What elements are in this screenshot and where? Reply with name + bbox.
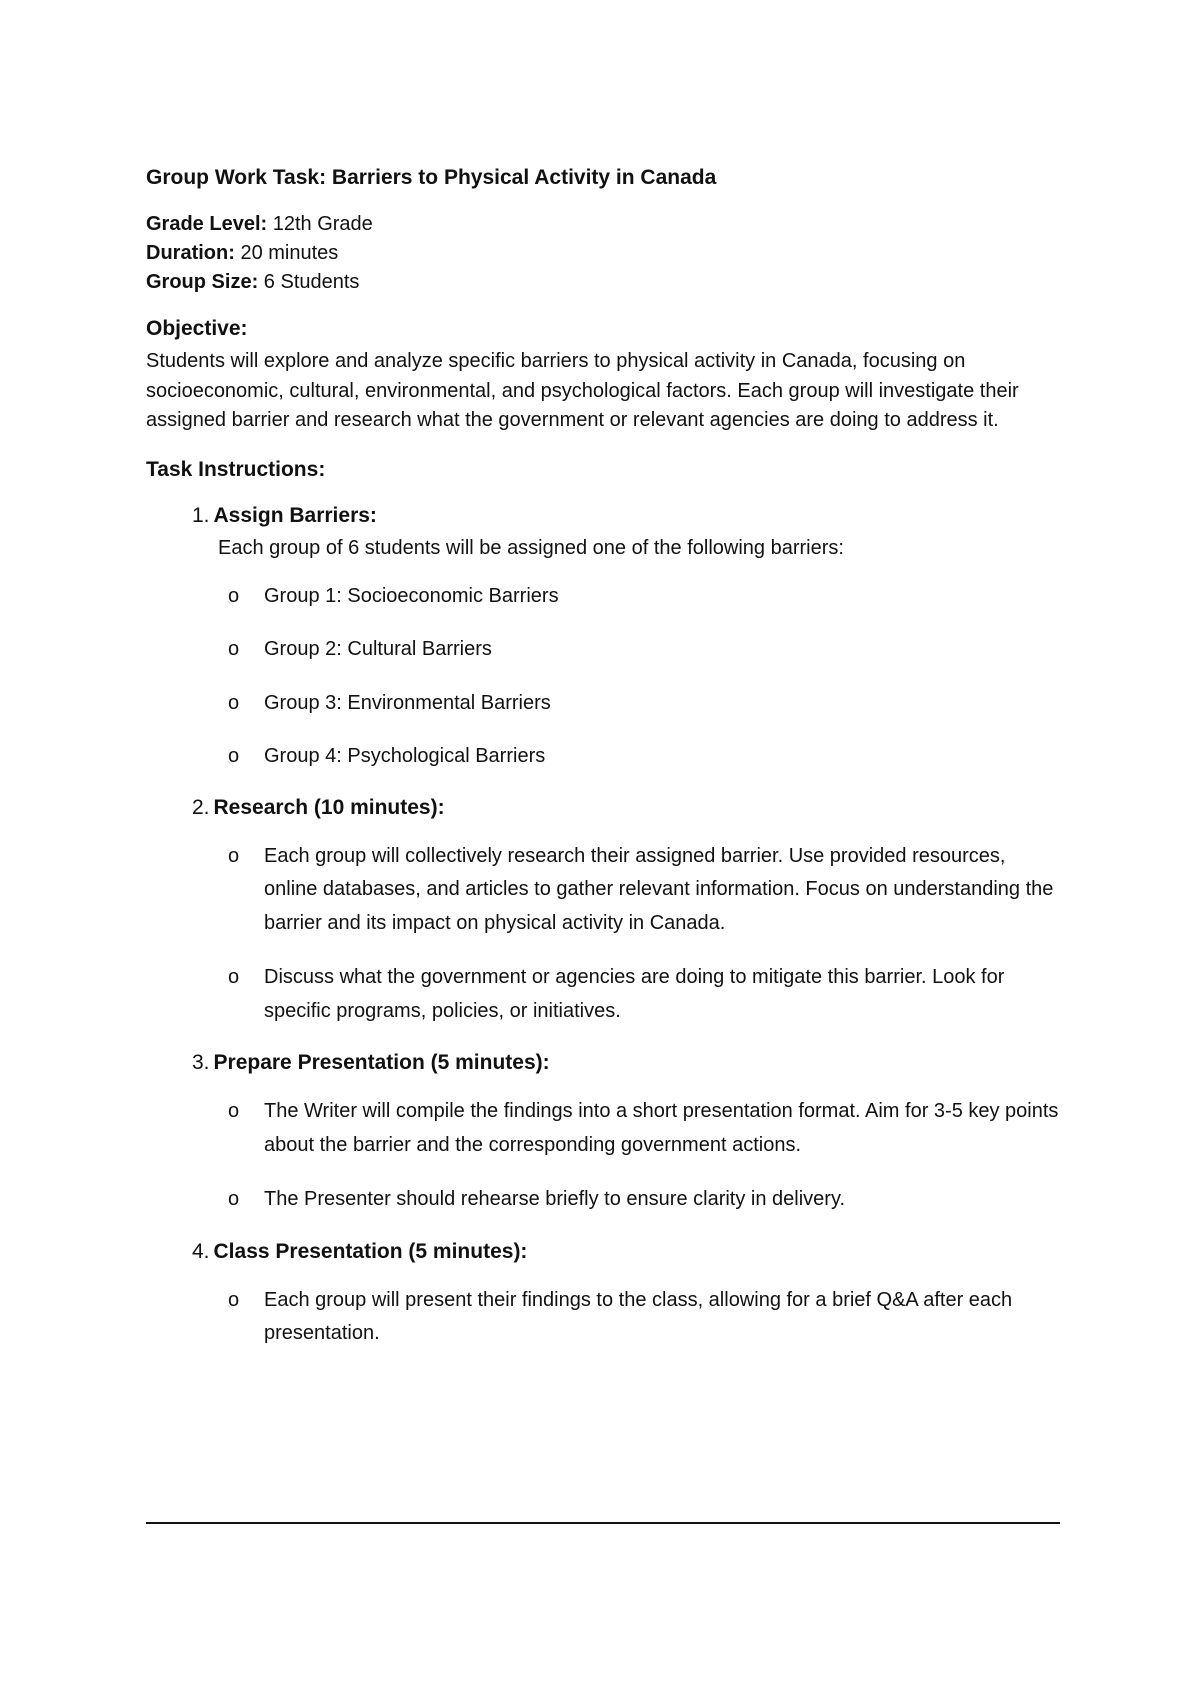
list-item-text: Discuss what the government or agencies are doing to mitigate this barrier. Look for specific programs, policies, or initiatives. xyxy=(264,966,1005,1022)
list-item xyxy=(228,580,1060,614)
step-title: Research (10 minutes): xyxy=(213,795,445,819)
meta-block xyxy=(146,210,1060,297)
step-heading xyxy=(192,1049,1060,1077)
step-title: Assign Barriers: xyxy=(213,503,377,527)
step-heading xyxy=(192,794,1060,822)
hollow-bullet-icon: o xyxy=(228,1288,240,1311)
list-item xyxy=(228,687,1060,721)
document-title: Group Work Task: Barriers to Physical Activity in Canada xyxy=(146,166,717,189)
step-number: 2. xyxy=(192,795,210,819)
step-research xyxy=(192,794,1060,1029)
step-heading xyxy=(192,1238,1060,1266)
list-item xyxy=(228,1095,1060,1162)
step-class-presentation xyxy=(192,1238,1060,1351)
step-number: 4. xyxy=(192,1239,210,1263)
hollow-bullet-icon: o xyxy=(228,638,240,660)
step-prepare-presentation xyxy=(192,1049,1060,1217)
meta-value: 12th Grade xyxy=(272,213,373,235)
hollow-bullet-icon: o xyxy=(228,691,240,714)
meta-value: 6 Students xyxy=(263,271,360,293)
bullet-list xyxy=(192,1095,1060,1217)
list-item xyxy=(228,1183,1060,1217)
bullet-list xyxy=(192,580,1060,774)
hollow-bullet-icon: o xyxy=(228,1188,240,1210)
list-item xyxy=(228,740,1060,774)
step-heading xyxy=(192,502,1060,530)
bullet-list xyxy=(192,1284,1060,1351)
step-number: 3. xyxy=(192,1051,210,1074)
step-intro: Each group of 6 students will be assigned one of the following barriers: xyxy=(218,536,844,559)
meta-duration xyxy=(146,239,1060,268)
meta-label: Grade Level: xyxy=(146,213,268,235)
task-steps xyxy=(146,502,1060,1351)
list-item-text: Group 4: Psychological Barriers xyxy=(264,745,546,767)
meta-label: Group Size: xyxy=(146,271,259,293)
list-item-text: The Presenter should rehearse briefly to ensure clarity in delivery. xyxy=(264,1188,846,1210)
list-item-text: Group 3: Environmental Barriers xyxy=(264,691,551,714)
meta-grade-level xyxy=(146,210,1060,239)
list-item xyxy=(228,840,1060,941)
list-item xyxy=(228,961,1060,1028)
list-item-text: The Writer will compile the findings into a short presentation format. Aim for 3-5 key points about the barrier and the corresponding government actions. xyxy=(264,1100,1059,1156)
instructions-heading: Task Instructions: xyxy=(146,457,326,481)
step-title: Class Presentation (5 minutes): xyxy=(213,1239,528,1263)
hollow-bullet-icon: o xyxy=(228,966,240,988)
list-item xyxy=(228,633,1060,667)
step-number: 1. xyxy=(192,503,210,527)
hollow-bullet-icon: o xyxy=(228,1100,240,1122)
step-assign-barriers xyxy=(192,502,1060,774)
horizontal-divider xyxy=(146,1522,1060,1524)
hollow-bullet-icon: o xyxy=(228,584,240,607)
hollow-bullet-icon: o xyxy=(228,745,240,767)
objective-text: Students will explore and analyze specific barriers to physical activity in Canada, focusing on socioeconomic, cultural, environmental, and psychological factors. Each group will investigate their assigned barrier and research what the government or relevant agencies are doing to address it. xyxy=(146,350,1019,431)
objective-heading: Objective: xyxy=(146,317,248,340)
bullet-list xyxy=(192,840,1060,1029)
list-item xyxy=(228,1284,1060,1351)
hollow-bullet-icon: o xyxy=(228,844,240,867)
meta-group-size xyxy=(146,268,1060,297)
step-title: Prepare Presentation (5 minutes): xyxy=(213,1051,550,1074)
list-item-text: Group 2: Cultural Barriers xyxy=(264,638,492,660)
list-item-text: Group 1: Socioeconomic Barriers xyxy=(264,584,559,607)
meta-label: Duration: xyxy=(146,242,235,264)
list-item-text: Each group will collectively research their assigned barrier. Use provided resources, online databases, and articles to gather relevant information. Focus on understanding the barrier and its impact on physical activity in Canada. xyxy=(264,844,1054,934)
meta-value: 20 minutes xyxy=(240,242,339,264)
list-item-text: Each group will present their findings to the class, allowing for a brief Q&A after each presentation. xyxy=(264,1288,1013,1344)
